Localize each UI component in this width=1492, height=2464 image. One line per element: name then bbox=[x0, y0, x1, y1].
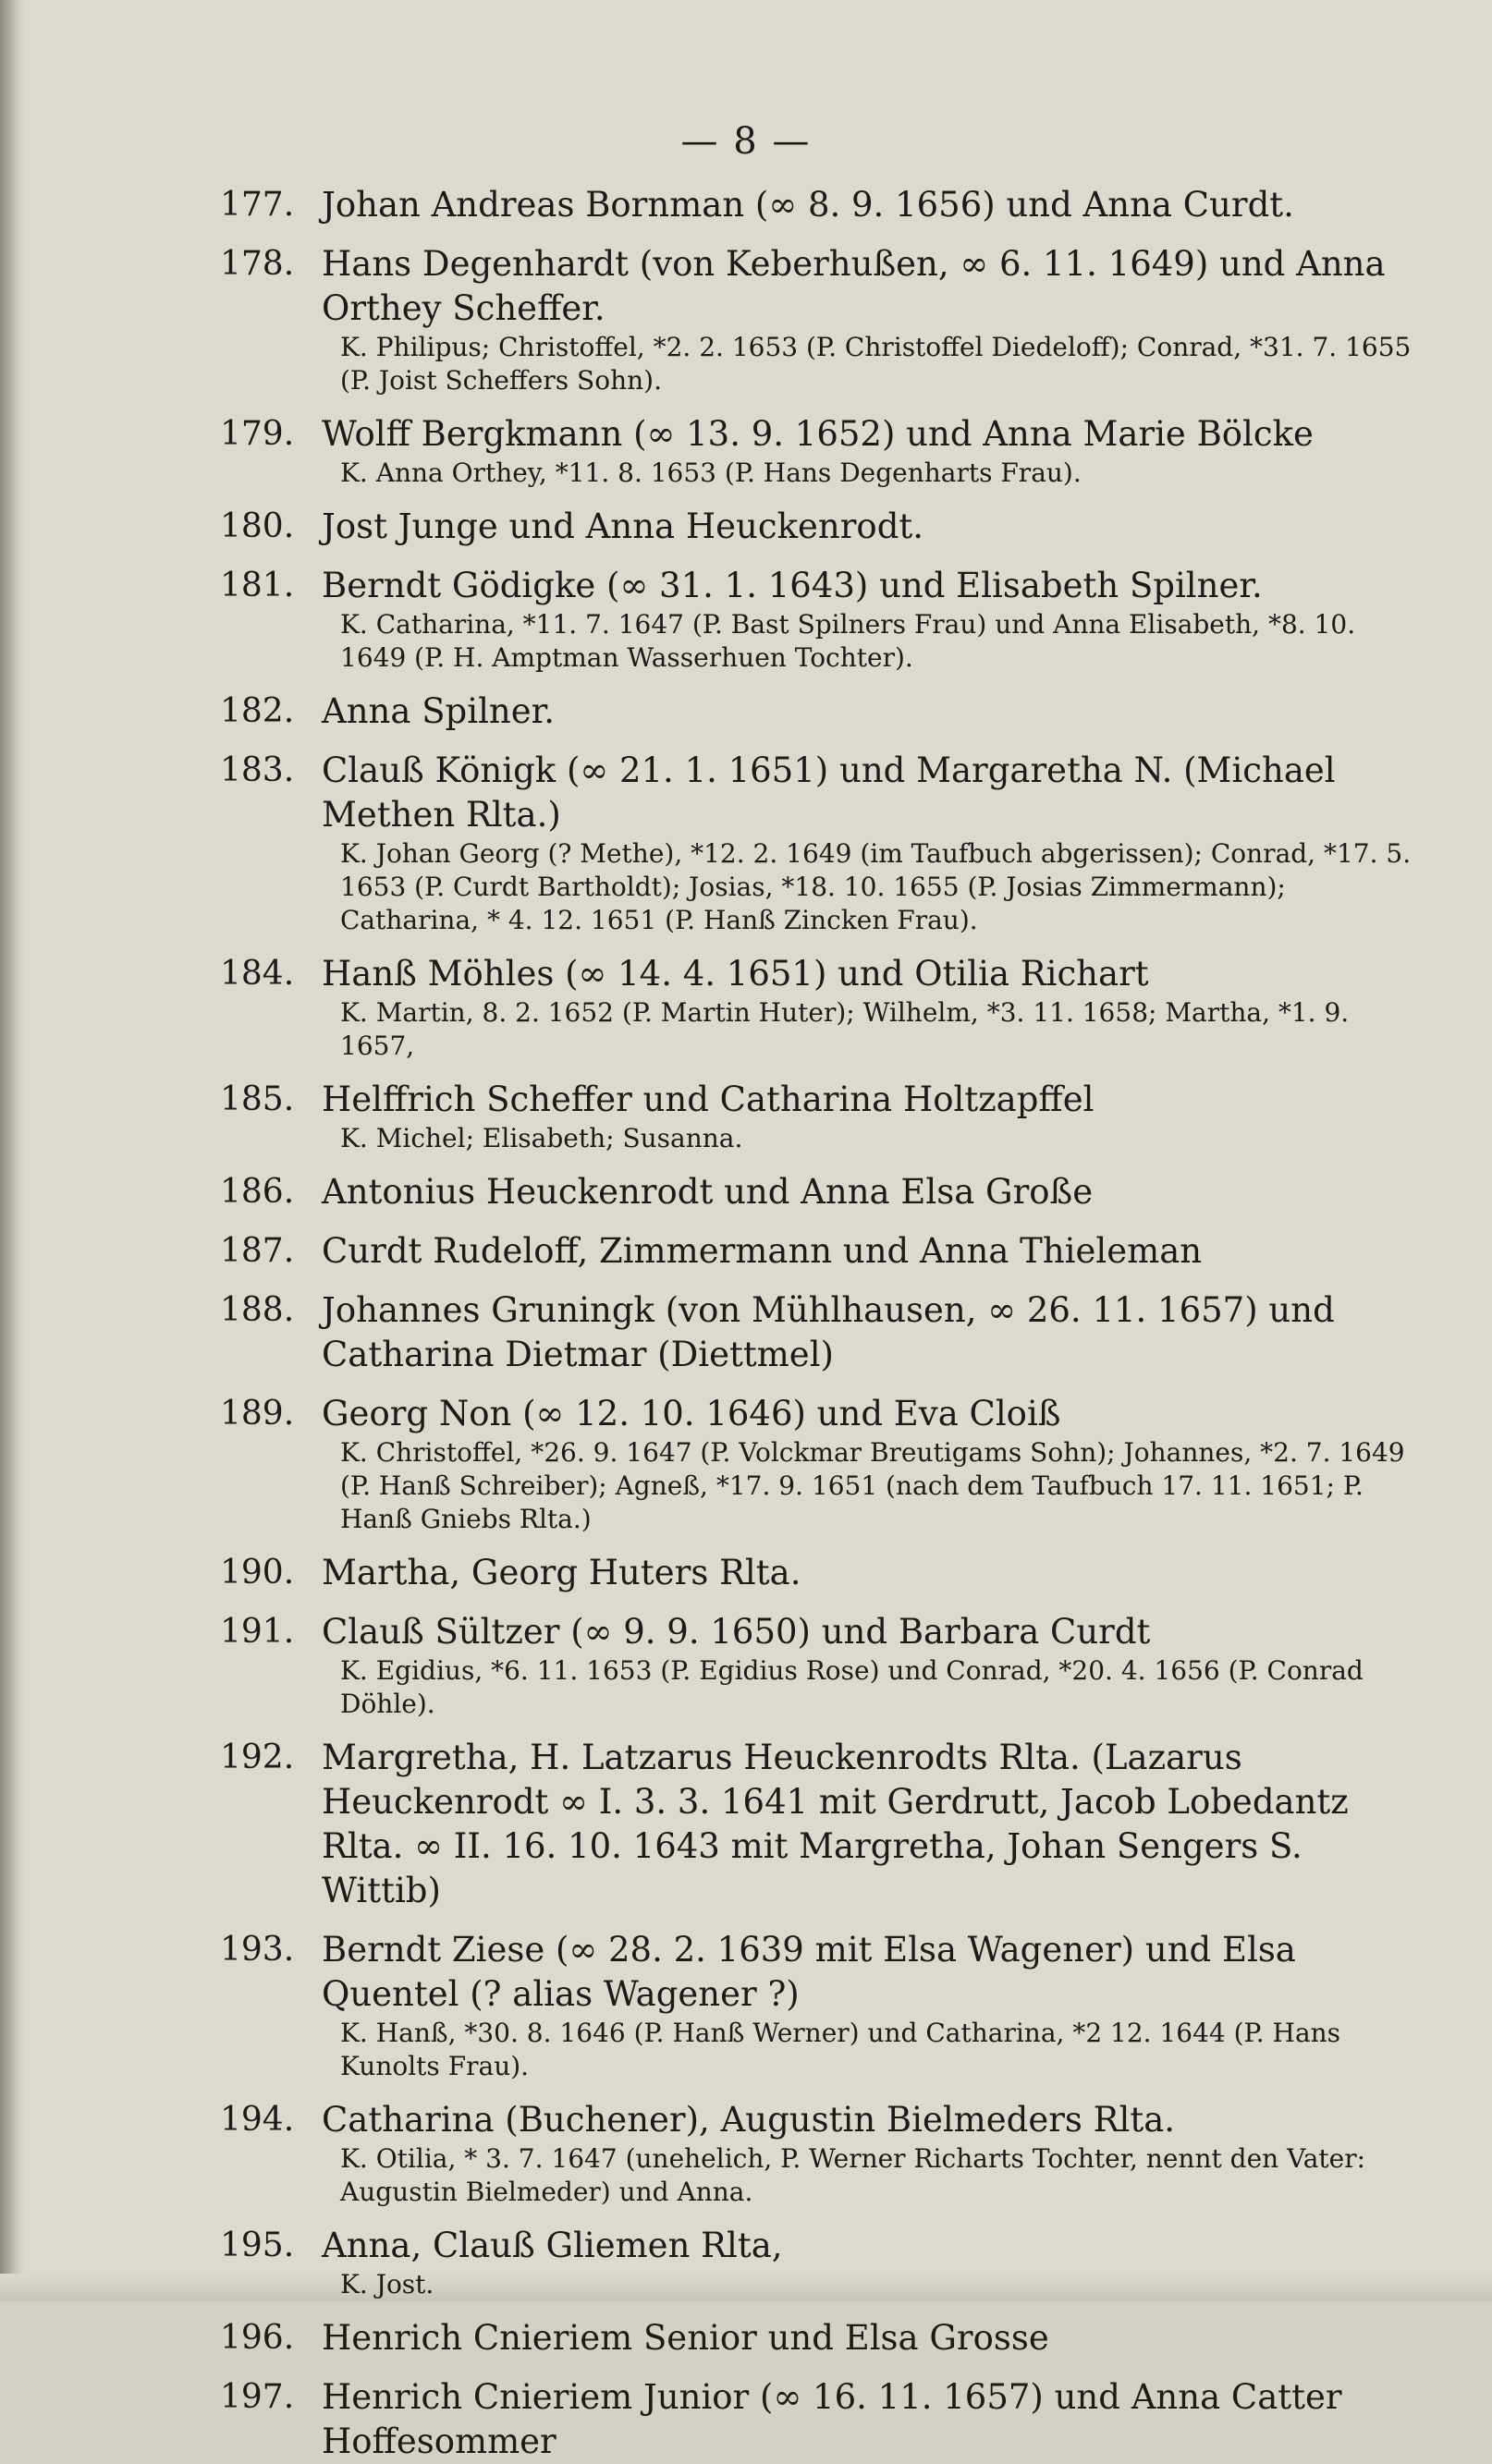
entry-main-text: Johannes Gruningk (von Mühlhausen, ∞ 26. 11. 1657) und Catharina Dietmar (Diettmel) bbox=[322, 1290, 1335, 1374]
entry-188 bbox=[220, 1288, 1422, 1377]
entry-177 bbox=[220, 183, 1422, 227]
entry-main-text: Martha, Georg Huters Rlta. bbox=[322, 1553, 801, 1592]
entry-number: 178. bbox=[220, 245, 295, 283]
entry-main-text: Henrich Cnieriem Senior und Elsa Grosse bbox=[322, 2318, 1049, 2358]
entry-number: 187. bbox=[220, 1232, 295, 1270]
entry-number: 185. bbox=[220, 1080, 295, 1118]
entry-main-text: Jost Junge und Anna Heuckenrodt. bbox=[322, 506, 924, 546]
entry-195 bbox=[220, 2224, 1422, 2301]
entry-196 bbox=[220, 2316, 1422, 2360]
entry-182 bbox=[220, 689, 1422, 734]
entry-number: 186. bbox=[220, 1173, 295, 1211]
entry-190 bbox=[220, 1551, 1422, 1595]
entry-main-text: Hans Degenhardt (von Keberhußen, ∞ 6. 11. 1649) und Anna Orthey Scheffer. bbox=[322, 244, 1386, 328]
entry-number: 193. bbox=[220, 1931, 295, 1969]
entry-main-text: Georg Non (∞ 12. 10. 1646) und Eva Cloiß bbox=[322, 1394, 1061, 1433]
entry-number: 179. bbox=[220, 415, 295, 453]
entry-180 bbox=[220, 505, 1422, 549]
entry-185 bbox=[220, 1078, 1422, 1155]
entry-children-text: K. Jost. bbox=[340, 2269, 434, 2299]
entry-number: 177. bbox=[220, 186, 295, 224]
entry-children-text: K. Hanß, *30. 8. 1646 (P. Hanß Werner) und Catharina, *2 12. 1644 (P. Hans Kunolts Frau). bbox=[340, 2018, 1341, 2081]
entry-number: 194. bbox=[220, 2101, 295, 2139]
entry-183 bbox=[220, 749, 1422, 937]
entry-number: 184. bbox=[220, 955, 295, 993]
entry-children-text: K. Catharina, *11. 7. 1647 (P. Bast Spilners Frau) und Anna Elisabeth, *8. 10. 1649 (P. H. Amptman Wasserhuen Tochter). bbox=[340, 609, 1356, 673]
entry-181 bbox=[220, 564, 1422, 675]
page-number: — 8 — bbox=[680, 120, 812, 163]
entry-main-text: Wolff Bergkmann (∞ 13. 9. 1652) und Anna Marie Bölcke bbox=[322, 414, 1314, 454]
entry-main-text: Clauß Königk (∞ 21. 1. 1651) und Margaretha N. (Michael Methen Rlta.) bbox=[322, 750, 1336, 835]
entry-main-text: Margretha, H. Latzarus Heuckenrodts Rlta. (Lazarus Heuckenrodt ∞ I. 3. 3. 1641 mit Gerdrutt, Jacob Lobedantz Rlta. ∞ II. 16. 10. 1643 mit Margretha, Johan Sengers S. Wittib) bbox=[322, 1738, 1349, 1910]
entry-main-text: Curdt Rudeloff, Zimmermann und Anna Thieleman bbox=[322, 1231, 1203, 1271]
entry-194 bbox=[220, 2098, 1422, 2209]
entry-number: 192. bbox=[220, 1738, 295, 1776]
entry-number: 188. bbox=[220, 1291, 295, 1329]
entry-number: 182. bbox=[220, 692, 295, 730]
entry-178 bbox=[220, 242, 1422, 397]
entry-list bbox=[220, 183, 1422, 2464]
entry-186 bbox=[220, 1170, 1422, 1214]
entry-main-text: Anna, Clauß Gliemen Rlta, bbox=[322, 2226, 783, 2265]
entry-main-text: Helffrich Scheffer und Catharina Holtzapffel bbox=[322, 1080, 1095, 1119]
entry-number: 197. bbox=[220, 2378, 295, 2416]
entry-189 bbox=[220, 1392, 1422, 1536]
entry-number: 189. bbox=[220, 1395, 295, 1433]
entry-main-text: Antonius Heuckenrodt und Anna Elsa Große bbox=[322, 1172, 1094, 1212]
page-gutter-shadow bbox=[0, 0, 24, 2301]
entry-main-text: Berndt Gödigke (∞ 31. 1. 1643) und Elisabeth Spilner. bbox=[322, 566, 1263, 605]
entry-main-text: Catharina (Buchener), Augustin Bielmeders Rlta. bbox=[322, 2100, 1176, 2140]
entry-main-text: Clauß Sültzer (∞ 9. 9. 1650) und Barbara Curdt bbox=[322, 1612, 1151, 1652]
entry-main-text: Henrich Cnieriem Junior (∞ 16. 11. 1657) und Anna Catter Hoffesommer bbox=[322, 2377, 1342, 2461]
entry-main-text: Johan Andreas Bornman (∞ 8. 9. 1656) und Anna Curdt. bbox=[322, 185, 1294, 225]
entry-184 bbox=[220, 952, 1422, 1063]
entry-number: 181. bbox=[220, 567, 295, 604]
entry-number: 183. bbox=[220, 751, 295, 789]
entry-number: 196. bbox=[220, 2319, 295, 2357]
entry-main-text: Hanß Möhles (∞ 14. 4. 1651) und Otilia Richart bbox=[322, 954, 1149, 994]
entry-number: 191. bbox=[220, 1613, 295, 1651]
entry-197 bbox=[220, 2375, 1422, 2464]
entry-193 bbox=[220, 1928, 1422, 2083]
entry-children-text: K. Johan Georg (? Methe), *12. 2. 1649 (im Taufbuch abgerissen); Conrad, *17. 5. 1653 (P. Curdt Bartholdt); Josias, *18. 10. 1655 (P. Josias Zimmermann); Catharina, * 4. 12. 1651 (P. Hanß Zincken Frau). bbox=[340, 838, 1412, 935]
entry-children-text: K. Egidius, *6. 11. 1653 (P. Egidius Rose) und Conrad, *20. 4. 1656 (P. Conrad Döhle). bbox=[340, 1655, 1364, 1719]
entry-179 bbox=[220, 412, 1422, 490]
entry-main-text: Berndt Ziese (∞ 28. 2. 1639 mit Elsa Wagener) und Elsa Quentel (? alias Wagener ?) bbox=[322, 1930, 1296, 2014]
entry-number: 180. bbox=[220, 507, 295, 545]
entry-children-text: K. Anna Orthey, *11. 8. 1653 (P. Hans Degenharts Frau). bbox=[340, 457, 1082, 488]
entry-children-text: K. Christoffel, *26. 9. 1647 (P. Volckmar Breutigams Sohn); Johannes, *2. 7. 1649 (P. Hanß Schreiber); Agneß, *17. 9. 1651 (nach dem Taufbuch 17. 11. 1651; P. Hanß Gniebs Rlta.) bbox=[340, 1437, 1405, 1534]
entry-children-text: K. Philipus; Christoffel, *2. 2. 1653 (P. Christoffel Diedeloff); Conrad, *31. 7. 1655 (P. Joist Scheffers Sohn). bbox=[340, 332, 1412, 396]
entry-192 bbox=[220, 1736, 1422, 1913]
entry-number: 195. bbox=[220, 2226, 295, 2264]
entry-children-text: K. Otilia, * 3. 7. 1647 (unehelich, P. Werner Richarts Tochter, nennt den Vater: Augustin Bielmeder) und Anna. bbox=[340, 2143, 1366, 2207]
entry-187 bbox=[220, 1229, 1422, 1274]
entry-children-text: K. Michel; Elisabeth; Susanna. bbox=[340, 1123, 743, 1153]
entry-children-text: K. Martin, 8. 2. 1652 (P. Martin Huter); Wilhelm, *3. 11. 1658; Martha, *1. 9. 1657, bbox=[340, 997, 1350, 1061]
entry-main-text: Anna Spilner. bbox=[322, 691, 556, 731]
entry-191 bbox=[220, 1610, 1422, 1721]
entry-number: 190. bbox=[220, 1554, 295, 1592]
